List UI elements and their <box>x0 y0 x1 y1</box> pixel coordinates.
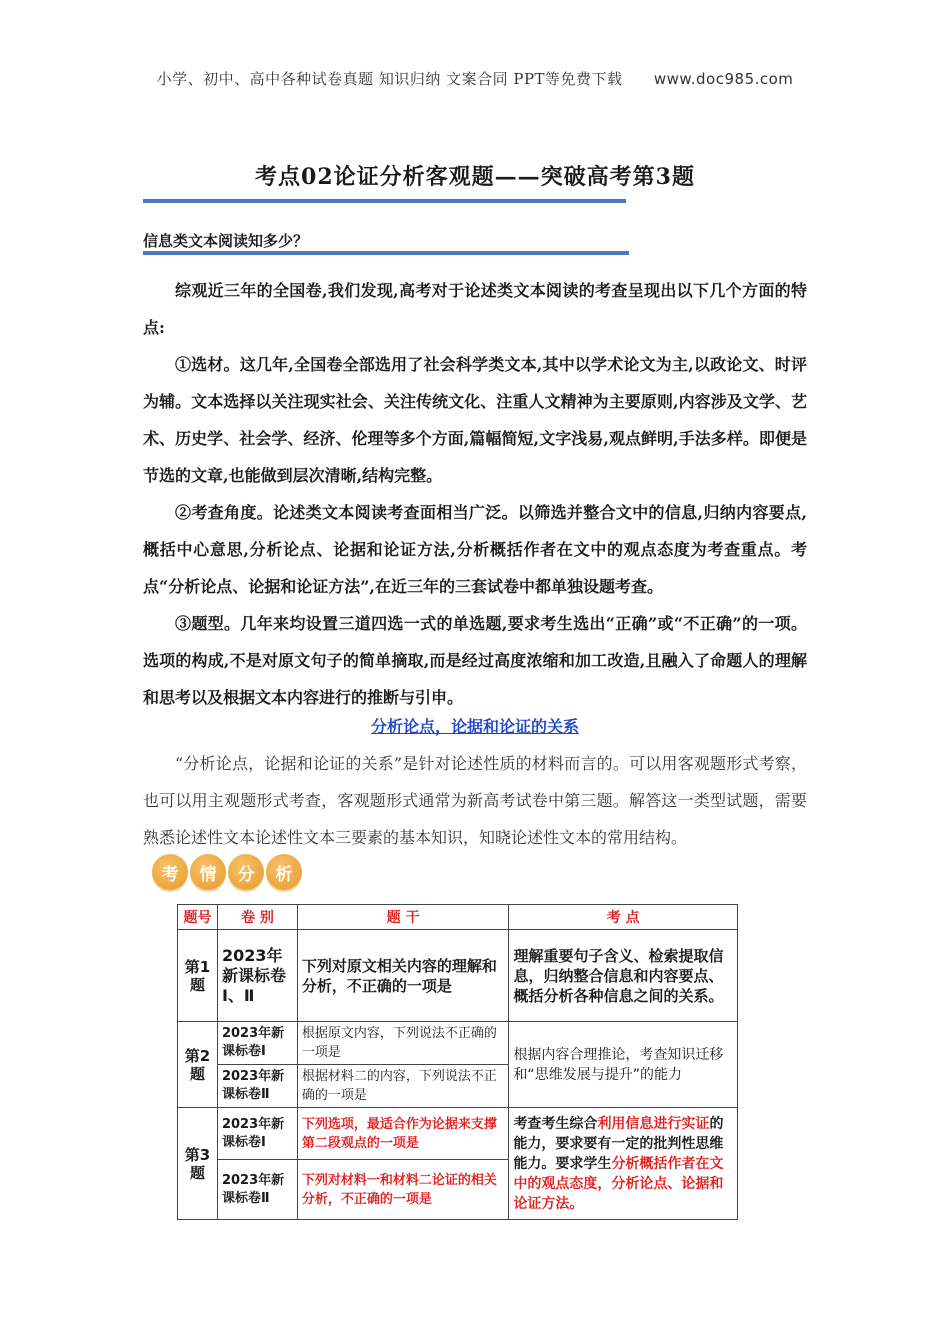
badge-char: 析 <box>266 854 302 890</box>
question-stem: 根据原文内容，下列说法不正确的一项是 <box>297 1022 509 1065</box>
question-stem: 根据材料二的内容，下列说法不正确的一项是 <box>297 1065 509 1108</box>
paper-name: 2023年新课标卷Ⅰ、Ⅱ <box>217 930 297 1022</box>
header-url[interactable]: www.doc985.com <box>653 70 794 88</box>
page-header <box>0 68 950 89</box>
subheading-underline <box>143 251 629 255</box>
exam-analysis-table <box>177 904 738 1220</box>
exam-point-highlight: 分析概括作者在文中的观点态度，分析论点、论据和论证方法。 <box>513 1155 724 1212</box>
paragraph-material: ①选材。这几年,全国卷全部选用了社会科学类文本,其中以学术论文为主,以政论文、时评为辅。文本选择以关注现实社会、关注传统文化、注重人文精神为主要原则,内容涉及文学、艺术、历史学、社会学、经济、伦理等多个方面,篇幅简短,文字浅易,观点鲜明,手法多样。即便是节选的文章,也能做到层次清晰,结构完整。 <box>143 355 807 485</box>
exam-point-text: 的能力，要求要有一定的批判性思维能力。要求学生 <box>513 1115 724 1172</box>
badge-char: 情 <box>190 854 226 890</box>
table-row <box>178 930 738 1022</box>
section-paragraph: “分析论点，论据和论证的关系”是针对论述性质的材料而言的。可以用客观题形式考察，也可以用主观题形式考查，客观题形式通常为新高考试卷中第三题。解答这一类型试题，需要熟悉论述性文本论述性文本三要素的基本知识，知晓论述性文本的常用结构。 <box>143 754 807 847</box>
section-title-link[interactable]: 分析论点，论据和论证的关系 <box>370 717 579 736</box>
paragraph-question-type: ③题型。几年来均设置三道四选一式的单选题,要求考生选出“正确”或“不正确”的一项。选项的构成,不是对原文句子的简单摘取,而是经过高度浓缩和加工改造,且融入了命题人的理解和思考以及根据文本内容进行的推断与引申。 <box>143 614 807 707</box>
exam-analysis-badge <box>152 854 302 890</box>
paper-name: 2023年新课标卷Ⅰ <box>217 1022 297 1065</box>
table-header-row <box>178 905 738 930</box>
page-title: 考点02论证分析客观题——突破高考第3题 <box>255 164 695 190</box>
exam-point <box>509 1108 738 1220</box>
question-number: 第2题 <box>178 1022 218 1108</box>
badge-char: 分 <box>228 854 264 890</box>
exam-point-text: 考查考生综合 <box>513 1115 598 1132</box>
exam-point: 根据内容合理推论，考查知识迁移和“思维发展与提升”的能力 <box>509 1022 738 1108</box>
section-subheading: 信息类文本阅读知多少？ <box>143 232 309 250</box>
question-stem: 下列对原文相关内容的理解和分析，不正确的一项是 <box>297 930 509 1022</box>
badge-char: 考 <box>152 854 188 890</box>
section-body <box>143 745 807 856</box>
table-row <box>178 1108 738 1160</box>
header-exam-point: 考 点 <box>509 905 738 930</box>
table-row <box>178 1022 738 1065</box>
header-question-no: 题号 <box>178 905 218 930</box>
paper-name: 2023年新课标卷Ⅱ <box>217 1160 297 1220</box>
paper-name: 2023年新课标卷Ⅱ <box>217 1065 297 1108</box>
exam-point-highlight: 利用信息进行实证 <box>597 1115 710 1132</box>
paragraph-angle: ②考查角度。论述类文本阅读考查面相当广泛。以筛选并整合文中的信息,归纳内容要点,概括中心意思,分析论点、论据和论证方法,分析概括作者在文中的观点态度为考查重点。考点“分析论点、论据和论证方法”,在近三年的三套试卷中都单独设题考查。 <box>143 503 807 596</box>
title-underline <box>143 199 626 203</box>
question-number: 第3题 <box>178 1108 218 1220</box>
exam-point: 理解重要句子含义、检索提取信息，归纳整合信息和内容要点、概括分析各种信息之间的关系。 <box>509 930 738 1022</box>
question-number: 第1题 <box>178 930 218 1022</box>
intro-body <box>143 272 807 716</box>
paper-name: 2023年新课标卷Ⅰ <box>217 1108 297 1160</box>
header-paper: 卷 别 <box>217 905 297 930</box>
header-text: 小学、初中、高中各种试卷真题 知识归纳 文案合同 PPT等免费下载 <box>156 70 623 88</box>
question-stem: 下列对材料一和材料二论证的相关分析，不正确的一项是 <box>297 1160 509 1220</box>
header-question-stem: 题 干 <box>297 905 509 930</box>
question-stem: 下列选项，最适合作为论据来支撑第二段观点的一项是 <box>297 1108 509 1160</box>
paragraph-intro: 综观近三年的全国卷,我们发现,高考对于论述类文本阅读的考查呈现出以下几个方面的特点: <box>143 281 807 337</box>
